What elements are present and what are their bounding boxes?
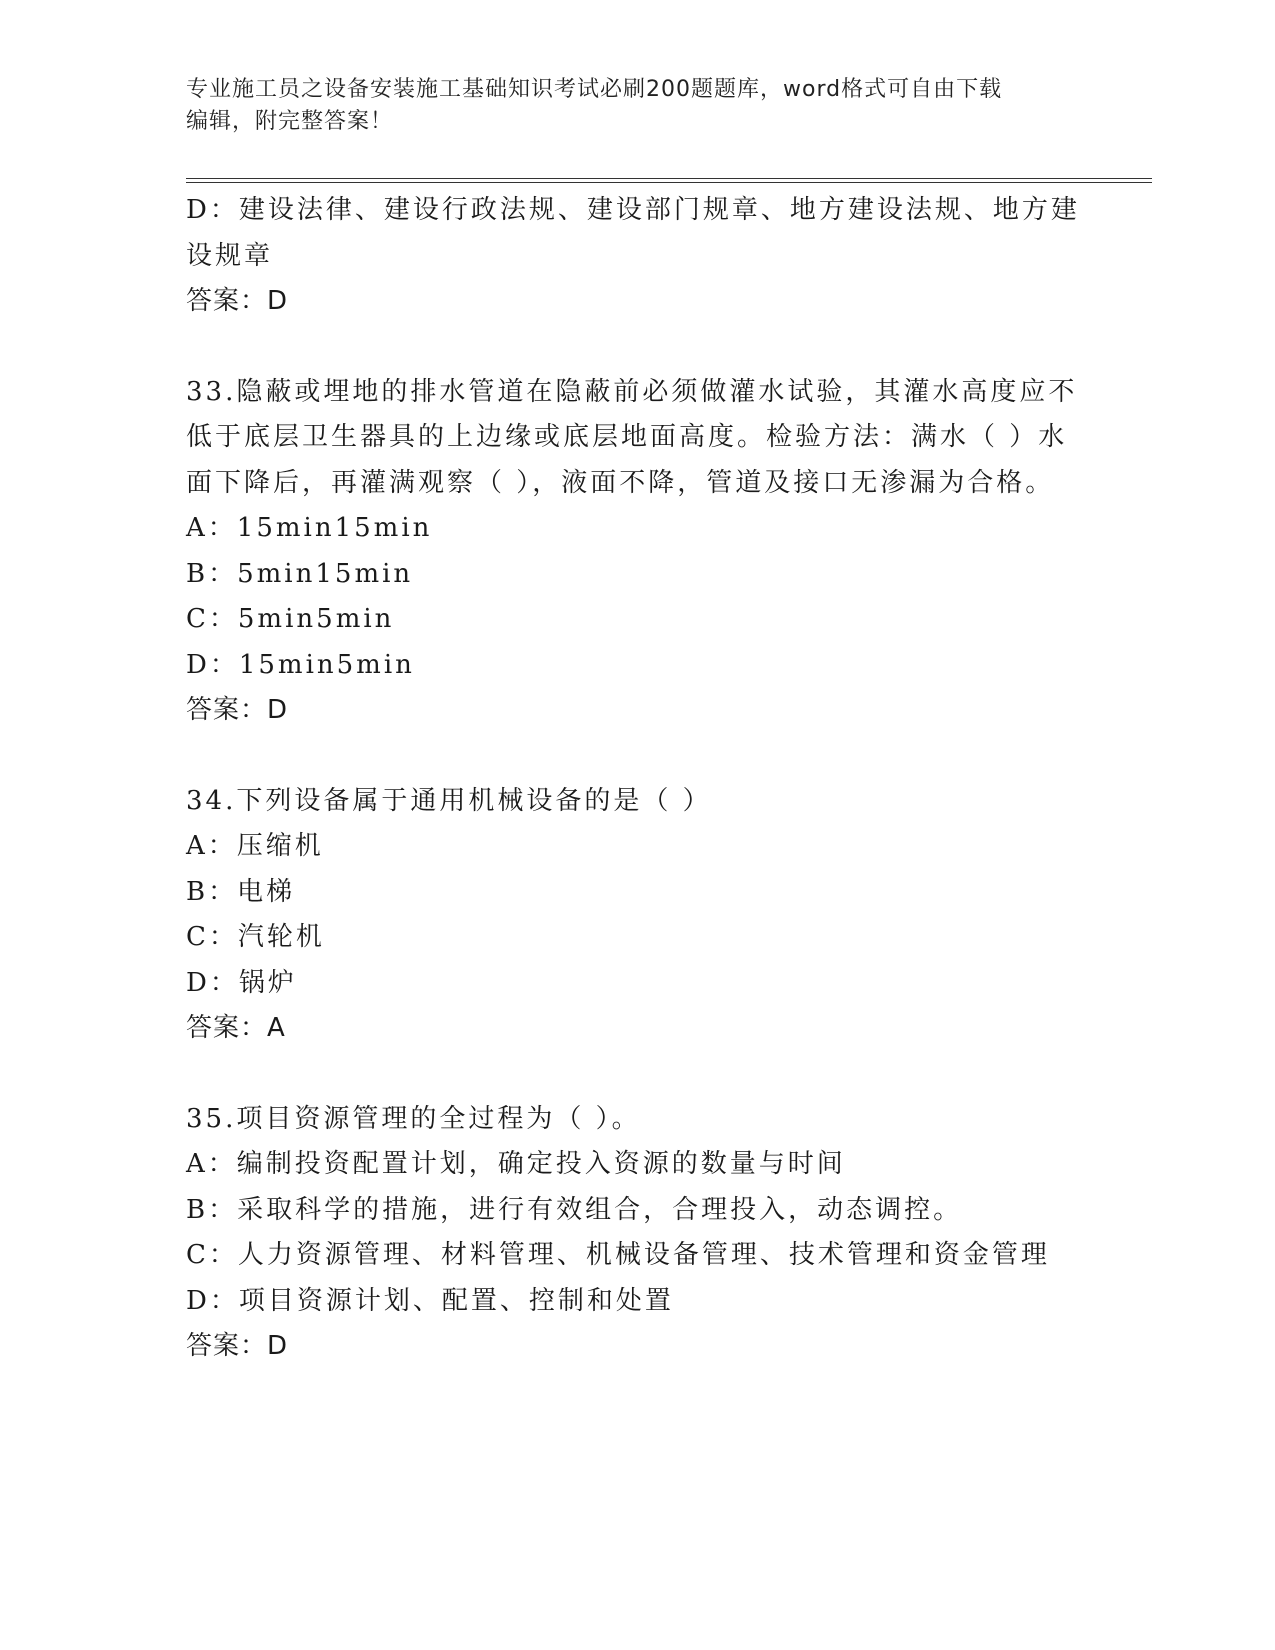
page-header <box>186 74 1066 138</box>
q35-option-a: A：编制投资配置计划，确定投入资源的数量与时间 <box>186 1149 846 1179</box>
header-divider-bottom <box>186 182 1152 183</box>
q34-option-a: A：压缩机 <box>186 831 324 861</box>
q33-option-a: A：15min15min <box>186 513 433 543</box>
q35-option-d: D：项目资源计划、配置、控制和处置 <box>186 1285 674 1316</box>
spacer <box>186 325 1086 370</box>
q34-answer: 答案：A <box>186 1013 286 1043</box>
q34-option-d: D：锅炉 <box>186 967 297 998</box>
q33-option-c: C：5min5min <box>186 604 395 634</box>
q32-answer: 答案：D <box>186 286 289 316</box>
header-title-line-1: 专业施工员之设备安装施工基础知识考试必刷200题题库，word格式可自由下载 <box>186 77 1003 102</box>
q34-stem: 34.下列设备属于通用机械设备的是（ ） <box>186 785 712 816</box>
question-32-tail <box>186 188 1086 325</box>
q35-option-b: B：采取科学的措施，进行有效组合，合理投入，动态调控。 <box>186 1194 963 1225</box>
header-title-line-2: 编辑，附完整答案！ <box>186 109 394 134</box>
spacer <box>186 1052 1086 1097</box>
spacer <box>186 734 1086 779</box>
q35-answer: 答案：D <box>186 1331 289 1361</box>
q33-option-b: B：5min15min <box>186 558 414 589</box>
q34-option-b: B：电梯 <box>186 876 296 907</box>
q33-stem-line-1: 33.隐蔽或埋地的排水管道在隐蔽前必须做灌水试验，其灌水高度应不 <box>186 376 1078 407</box>
question-35 <box>186 1097 1086 1370</box>
q35-option-c: C：人力资源管理、材料管理、机械设备管理、技术管理和资金管理 <box>186 1240 1050 1270</box>
q33-stem-line-3: 面下降后，再灌满观察（ ），液面不降，管道及接口无渗漏为合格。 <box>186 467 1055 498</box>
question-content <box>186 188 1086 1370</box>
q32-option-d-line-1: D：建设法律、建设行政法规、建设部门规章、地方建设法规、地方建 <box>186 195 1080 225</box>
question-34 <box>186 779 1086 1052</box>
q35-stem: 35.项目资源管理的全过程为（ ）。 <box>186 1103 641 1134</box>
q32-option-d-line-2: 设规章 <box>186 240 274 271</box>
q33-option-d: D：15min5min <box>186 649 415 680</box>
q33-answer: 答案：D <box>186 695 289 725</box>
q33-stem-line-2: 低于底层卫生器具的上边缘或底层地面高度。检验方法：满水（ ）水 <box>186 422 1068 452</box>
question-33 <box>186 370 1086 734</box>
header-divider-top <box>186 178 1152 179</box>
q34-option-c: C：汽轮机 <box>186 922 325 952</box>
